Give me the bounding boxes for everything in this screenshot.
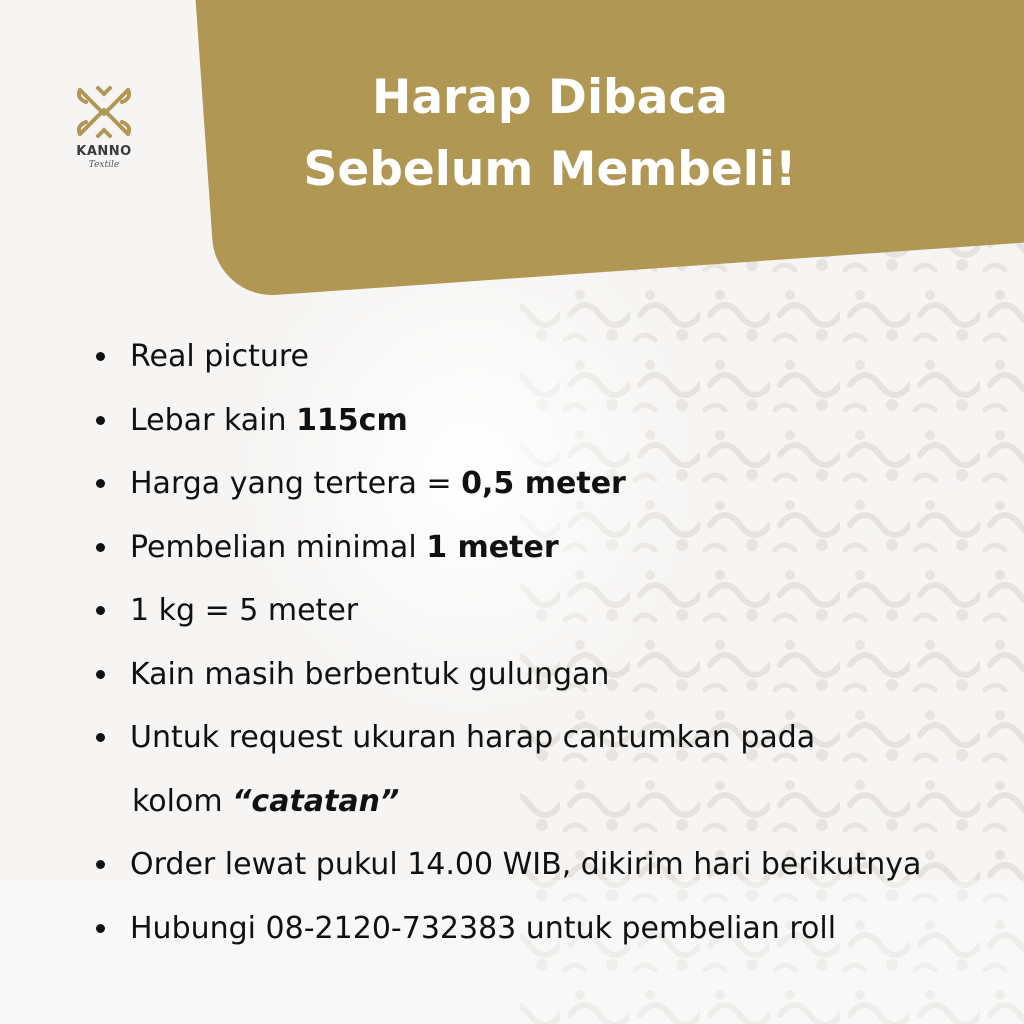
item-bold: 0,5 meter: [461, 466, 626, 501]
page-title: [250, 62, 850, 206]
bullet-icon: [96, 543, 105, 552]
list-item: [96, 833, 996, 897]
list-item: [96, 579, 996, 643]
title-line-1: Harap Dibaca: [371, 70, 728, 125]
bullet-icon: [96, 860, 105, 869]
list-item: [96, 452, 996, 516]
item-text: Hubungi 08-2120-732383 untuk pembelian roll: [130, 910, 837, 946]
bullet-icon: [96, 416, 105, 425]
item-text: Pembelian minimal: [130, 529, 427, 565]
brand-subtitle: Textile: [88, 160, 120, 170]
list-item: [96, 643, 996, 707]
item-text: Harga yang tertera =: [130, 466, 462, 501]
item-text: Real picture: [130, 339, 309, 374]
bullet-icon: [96, 924, 105, 933]
item-text: Order lewat pukul 14.00 WIB, dikirim hari berikutnya: [130, 847, 922, 882]
list-item: [96, 706, 996, 770]
bullet-icon: [96, 670, 105, 679]
brand-name: KANNO: [76, 144, 132, 159]
item-bold: 115cm: [296, 402, 408, 438]
bullet-icon: [96, 733, 105, 742]
item-cont-text: kolom: [132, 783, 233, 819]
list-item: [96, 897, 996, 961]
item-cont-bold: “catatan”: [232, 783, 400, 819]
kanno-logo-icon: [74, 84, 134, 140]
list-item-continuation: [96, 770, 996, 834]
item-text: Kain masih berbentuk gulungan: [130, 656, 610, 692]
item-text: Lebar kain: [130, 402, 297, 438]
list-item: [96, 325, 996, 389]
bullet-icon: [96, 352, 105, 361]
list-item: [96, 516, 996, 580]
info-list: [96, 325, 996, 960]
bullet-icon: [96, 479, 105, 488]
title-line-2: Sebelum Membeli!: [303, 142, 797, 197]
item-bold: 1 meter: [426, 529, 559, 565]
bullet-icon: [96, 606, 105, 615]
brand-logo: [66, 84, 142, 170]
item-text: Untuk request ukuran harap cantumkan pada: [130, 720, 816, 755]
item-text: 1 kg = 5 meter: [130, 593, 359, 628]
list-item: [96, 389, 996, 453]
